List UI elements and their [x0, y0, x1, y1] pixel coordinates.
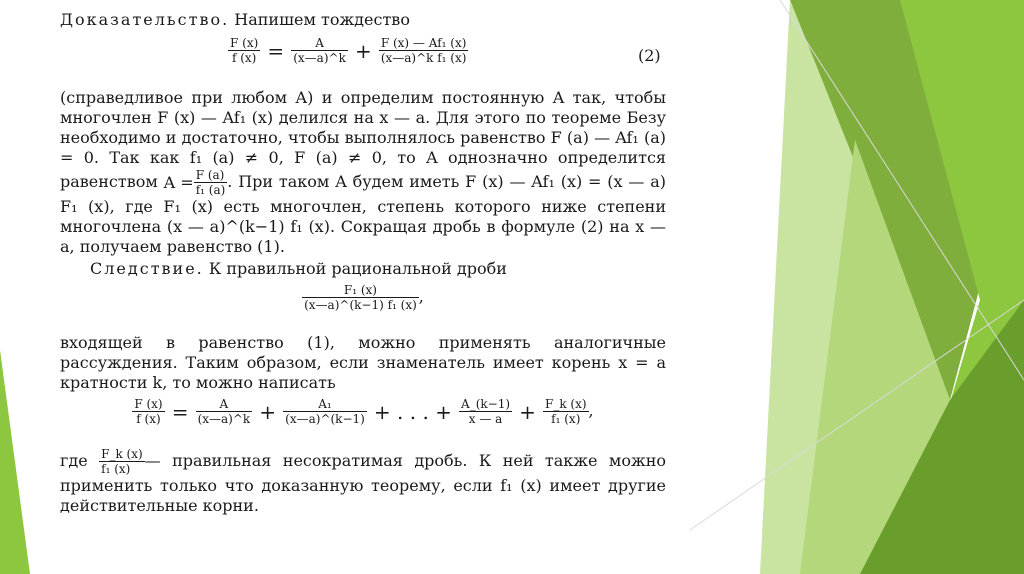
- proof-heading: [60, 10, 666, 30]
- paragraph-1: (справедливое при любом A) и определим постоянную A так, чтобы многочлен F (x) — Af₁ (x) делился на x — a. Для этого по теореме Безу необходимо и достаточно, чтобы выполнялось равенство F (a) — Af₁ (a) = 0. Так как f₁ (a) ≠ 0, F (a) ≠ 0, то A однозначно определится равенством A = $\frac{F (a)}{\text{f₁ (a)}}$ . При таком A будем иметь F (x) — Af₁ (x) = (x — a) F₁ (x), где F₁ (x) есть многочлен, степень которого ниже степени многочлена (x — a)^(k−1) f₁ (x). Сокращая дробь в формуле (2) на x — a, получаем равенство (1).: [60, 88, 666, 256]
- para1-fraction-value: $\frac{F (a)}{\text{f₁ (a)}}$: [195, 168, 226, 197]
- equation-3: $\frac{F (x)}{f (x)}$ = $\frac{A}{(x—a)\^{}k}$ + $\frac{\text{A₁}}{(x—a)\^{}(k-1)}$ + . . . + $\frac{A\_(k-1)}{x — a}$ + $\frac{F\_k (x)}{\text{f₁ (x)}}$ ,: [134, 397, 594, 426]
- corollary-heading: Следствие. К правильной рациональной дроби: [90, 259, 507, 278]
- eq2-term2: $\frac{\text{F (x) — Af₁ (x)}}{\text{(x—a)\textasciicircum{}k f₁ (x)}}$: [380, 36, 467, 65]
- eq2-term1: $\frac{A}{(x—a)\^{}k}$: [293, 36, 346, 65]
- proof-intro: Напишем тождество: [229, 10, 410, 29]
- document-text: [60, 4, 666, 516]
- fraction-middle: $\frac{\text{F₁ (x)}}{\text{(x—a)\textasciicircum{}(k−1) f₁ (x)}}$ ,: [304, 283, 424, 312]
- eq2-lhs: $\frac{F (x)}{f (x)}$: [230, 36, 259, 65]
- paragraph-2: входящей в равенство (1), можно применять аналогичные рассуждения. Таким образом, если знаменатель имеет корень x = a кратности k, то можно написать: [60, 333, 666, 392]
- paragraph-3: где $\frac{F\_k (x)}{\text{f₁ (x)}}$ — правильная несократимая дробь. К ней также можно применить только что доказанную теорему, если f₁ (x) имеет другие действительные корни.: [60, 447, 666, 515]
- para1-fraction: A =: [163, 172, 194, 192]
- proof-label: Доказательство.: [60, 10, 230, 29]
- bg-shape-6: [0, 350, 30, 574]
- corollary-label: Следствие.: [90, 259, 204, 278]
- equation-number: (2): [638, 46, 661, 65]
- equation-2: $\frac{F (x)}{f (x)}$ = $\frac{A}{(x—a)\^{}k}$ + $\frac{\text{F (x) — Af₁ (x)}}{\text{(x—a)\textasciicircum{}k f₁ (x)}}$ (2): [230, 36, 661, 65]
- para3-fraction: $\frac{F\_k (x)}{\text{f₁ (x)}}$: [101, 447, 143, 476]
